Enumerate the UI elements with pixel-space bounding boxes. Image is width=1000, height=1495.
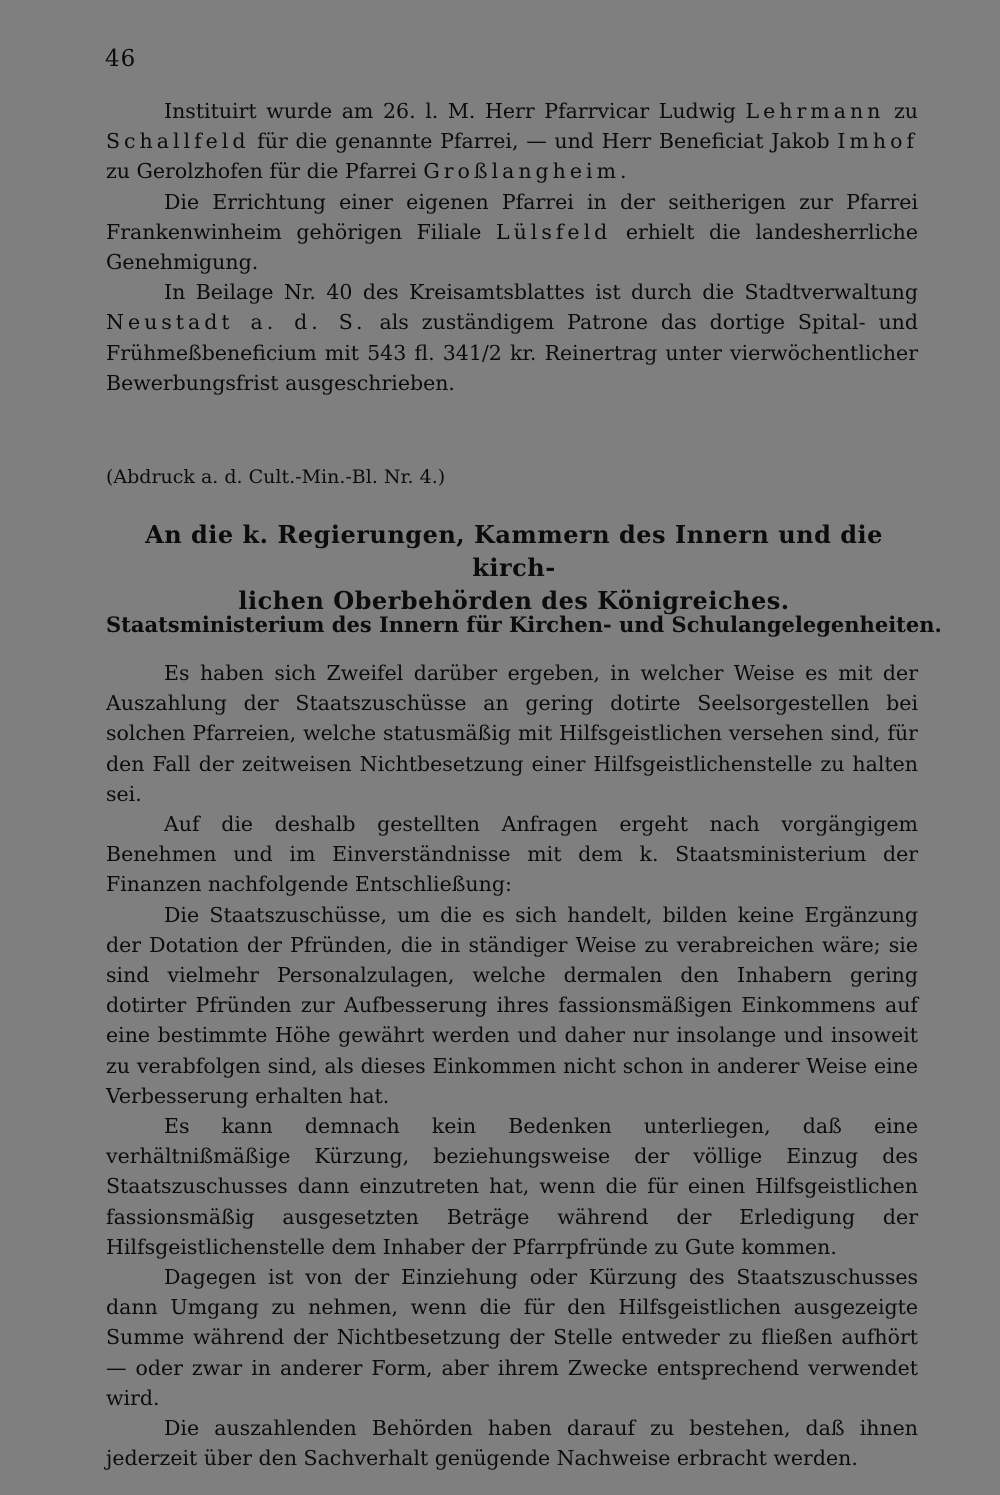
place-grosslangheim: Großlangheim <box>423 159 621 184</box>
fraction-one-half: 1/2 <box>468 340 502 365</box>
name-imhof: Imhof <box>837 129 918 154</box>
paragraph-new-parish: Die Errichtung einer eigenen Pfarrei in der seitherigen zur Pfarrei Frankenwinheim gehörigen Filiale Lülsfeld erhielt die landesherrliche Genehmigung. <box>106 189 918 275</box>
paragraph-proof-requirement: Die auszahlenden Behörden haben darauf zu bestehen, daß ihnen jederzeit über den Sachverhalt genügende Nachweise erbracht werden. <box>106 1416 918 1471</box>
paragraph-resolution-intro: Auf die deshalb gestellten Anfragen ergeht nach vorgängigem Benehmen und im Einverständnisse mit dem k. Staatsministerium der Finanzen nachfolgende Entschließung: <box>106 812 918 897</box>
ministry-heading: Staatsministerium des Innern für Kirchen- und Schulangelegenheiten. <box>106 612 942 637</box>
paragraph-benefice-advertisement: In Beilage Nr. 40 des Kreisamtsblattes ist durch die Stadtverwaltung Neustadt a. d. S. als zuständigem Patrone das dortige Spital- und Frühmeßbeneficium mit 543 fl. 341/2 kr. Reinertrag unter vierwöchentlicher Bewerbungsfrist ausgeschrieben. <box>106 280 918 395</box>
announcements-section <box>106 96 918 398</box>
paragraph-institution: Instituirt wurde am 26. l. M. Herr Pfarrvicar Ludwig Lehrmann zu Schallfeld für die genannte Pfarrei, — und Herr Beneficiat Jakob Imhof zu Gerolzhofen für die Pfarrei Großlangheim. <box>106 99 918 184</box>
address-heading-line-2: lichen Oberbehörden des Königreiches. <box>238 586 790 615</box>
reprint-note: (Abdruck a. d. Cult.-Min.-Bl. Nr. 4.) <box>106 466 446 488</box>
paragraph-subsidies-nature: Die Staatszuschüsse, um die es sich handelt, bilden keine Ergänzung der Dotation der Pfründen, die in ständiger Weise zu verabreichen wäre; sie sind vielmehr Personalzulagen, welche dermalen den Inhabern gering dotirter Pfründen zur Aufbesserung ihres fassionsmäßigen Einkommens auf eine bestimmte Höhe gewährt werden und daher nur insolange und insoweit zu verabfolgen sind, als dieses Einkommen nicht schon in anderer Weise eine Verbesserung erhalten hat. <box>106 902 918 1108</box>
paragraph-reduction: Es kann demnach kein Bedenken unterliegen, daß eine verhältnißmäßige Kürzung, beziehungsweise der völlige Einzug des Staatszuschusses dann einzutreten hat, wenn die für einen Hilfsgeistlichen fassionsmäßig ausgesetzten Beträge während der Erledigung der Hilfsgeistlichenstelle dem Inhaber der Pfarrpfründe zu Gute kommen. <box>106 1114 918 1259</box>
name-lehrmann: Lehrmann <box>745 99 885 123</box>
place-neustadt: Neustadt a. d. S. <box>106 310 367 335</box>
page-number: 46 <box>105 46 137 72</box>
place-schallfeld: Schallfeld <box>106 129 250 154</box>
decree-section <box>106 658 918 1473</box>
paragraph-question: Es haben sich Zweifel darüber ergeben, in welcher Weise es mit der Auszahlung der Staatszuschüsse an gering dotirte Seelsorgestellen bei solchen Pfarreien, welche statusmäßig mit Hilfsgeistlichen versehen sind, für den Fall der zeitweisen Nichtbesetzung einer Hilfsgeistlichenstelle zu halten sei. <box>106 661 918 806</box>
address-heading <box>110 518 918 617</box>
address-heading-line-1: An die k. Regierungen, Kammern des Innern und die kirch- <box>145 520 883 582</box>
paragraph-exemption: Dagegen ist von der Einziehung oder Kürzung des Staatszuschusses dann Umgang zu nehmen, wenn die für den Hilfsgeistlichen ausgezeigte Summe während der Nichtbesetzung der Stelle entweder zu fließen aufhört — oder zwar in anderer Form, aber ihrem Zwecke entsprechend verwendet wird. <box>106 1265 918 1410</box>
place-luelsfeld: Lülsfeld <box>495 219 612 244</box>
